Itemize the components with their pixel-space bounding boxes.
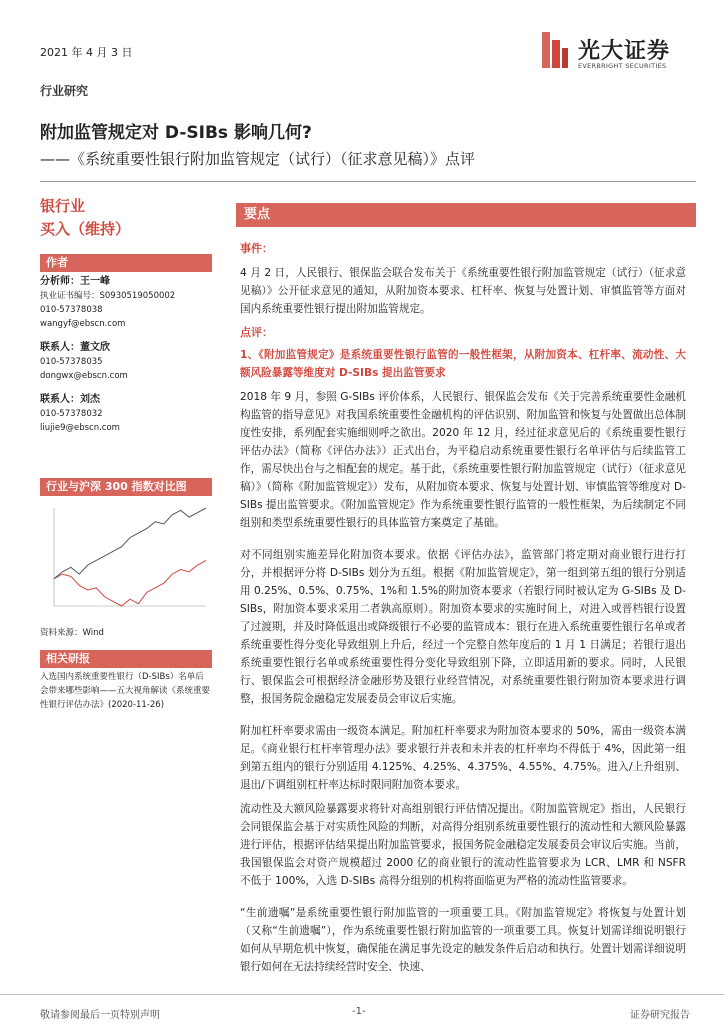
report-subtitle: ——《系统重要性银行附加监管规定（试行）（征求意见稿）》点评: [40, 150, 476, 168]
report-date: 2021 年 4 月 3 日: [40, 46, 133, 59]
contact1-email[interactable]: dongwx@ebscn.com: [40, 371, 128, 381]
chart-series-1: [54, 560, 206, 606]
analyst-cert: 执业证书编号：S0930519050002: [40, 291, 176, 301]
footer-report-type: 证券研究报告: [630, 1010, 690, 1021]
logo-mark-icon: [540, 30, 570, 70]
comment-label: 点评：: [240, 326, 273, 339]
logo-text-en: EVERBRIGHT SECURITIES: [578, 62, 667, 70]
point3-text: 附加杠杆率要求需由一级资本满足。附加杠杆率要求为附加资本要求的 50%，需由一级资本满足。《商业银行杠杆率管理办法》要求银行并表和未并表的杠杆率均不得低于 4%，因此第一组到第五组内的银行分别适用 4.125%、4.25%、4.375%、4.55%、4.75%。进入/上升组别、退出/下调组别杠杆率达标时限同附加资本要求。: [240, 725, 686, 791]
header-divider: [40, 181, 696, 182]
event-label: 事件：: [240, 242, 273, 255]
report-title: 附加监管规定对 D-SIBs 影响几何?: [40, 123, 312, 143]
summary-header: 要点: [236, 203, 696, 227]
event-text: 4 月 2 日，人民银行、银保监会联合发布关于《系统重要性银行附加监管规定（试行）（征求意见稿）》公开征求意见的通知，从附加资本要求、杠杆率、恢复与处置计划、审慎监管等方面对国内系统重要性银行提出附加监管规定。: [240, 267, 686, 315]
logo-text-cn: 光大证券: [578, 39, 671, 64]
contact2-phone: 010-57378032: [40, 409, 103, 419]
report-category: 行业研究: [40, 84, 89, 98]
rating: 买入（维持）: [40, 220, 131, 238]
point2-text: 对不同组别实施差异化附加资本要求。依据《评估办法》，监管部门将定期对商业银行进行打分，并根据评分将 D-SIBs 划分为五组。根据《附加监管规定》，第一组到第五组的银行分别适用 0.25%、0.5%、0.75%、1%和 1.5%的附加资本要求（若银行同时被认定为 G-SIBs 及 D-SIBs，附加资本要求采用二者孰高原则）。附加资本要求的实施时间上，对进入或晋档银行设置了过渡期，并及时降低退出或降级银行不必要的监管成本：银行在进入系统重要性银行名单或者系统重要性得分变化导致组别上升后，经过一个完整自然年度后的 1 月 1 日满足；若银行退出系统重要性银行名单或系统重要性得分变化导致组别下降，立即适用新的要求。同时，人民银行、银保监会可根据经济金融形势及银行业经营情况，对系统重要性银行附加资本要求进行调整，报国务院金融稳定发展委员会审议后实施。: [240, 549, 686, 705]
analyst-phone: 010-57378038: [40, 305, 103, 315]
chart-header: 行业与沪深 300 指数对比图: [40, 478, 212, 496]
related-report[interactable]: 入选国内系统重要性银行（D-SIBs）名单后会带来哪些影响——五大视角解读《系统重要性银行评估办法》(2020-11-26): [40, 672, 211, 710]
point1-text: 2018 年 9 月，参照 G-SIBs 评价体系，人民银行、银保监会发布《关于完善系统重要性金融机构监管的指导意见》对我国系统重要性金融机构的评估识别、附加监管和恢复与处置做出总体制度性安排，系列配套实施细则呼之欲出。2020 年 12 月，经过征求意见后的《系统重要性银行评估办法》（简称《评估办法》）正式出台，为平稳启动系统重要性银行名单评估与后续监管工作，需尽快出台与之相配套的规定。基于此，《系统重要性银行附加监管规定（试行）（征求意见稿）》（简称《附加监管规定》）发布，从附加资本要求、恢复与处置计划、审慎监管等维度对 D-SIBs 提出监管要求。《附加监管规定》作为系统重要性银行监管的一般性框架，为后续制定不同组别和类型系统重要性银行的具体监管方案奠定了基础。: [240, 391, 686, 529]
analyst-email[interactable]: wangyf@ebscn.com: [40, 319, 126, 329]
contact2-name: 联系人：刘杰: [40, 394, 100, 405]
point5-text: “生前遗嘱”是系统重要性银行附加监管的一项重要工具。《附加监管规定》将恢复与处置计划（又称“生前遗嘱”），作为系统重要性银行附加监管的一项重要工具。恢复计划需详细说明银行如何从早期危机中恢复，确保能在满足事先设定的触发条件后启动和执行。处置计划需详细说明银行如何在无法持续经营时安全、快速、: [240, 907, 686, 973]
point1-title: 1、《附加监管规定》是系统重要性银行监管的一般性框架，从附加资本、杠杆率、流动性、大额风险暴露等维度对 D-SIBs 提出监管要求: [240, 349, 686, 379]
page-number: -1-: [352, 1006, 366, 1017]
index-comparison-chart: [40, 500, 212, 620]
footer-divider: [0, 994, 724, 995]
industry-name: 银行业: [40, 197, 86, 215]
authors-header: 作者: [40, 254, 212, 272]
contact2-email[interactable]: liujie9@ebscn.com: [40, 423, 120, 433]
contact1-phone: 010-57378035: [40, 357, 103, 367]
authors-block: [40, 275, 212, 435]
chart-source: 资料来源：Wind: [40, 628, 104, 638]
related-header: 相关研报: [40, 650, 212, 668]
brand-logo: [540, 30, 700, 76]
footer-disclaimer: 敬请参阅最后一页特别声明: [40, 1010, 160, 1021]
contact1-name: 联系人：董文欣: [40, 342, 110, 353]
point4-text: 流动性及大额风险暴露要求将针对高组别银行评估情况提出。《附加监管规定》指出，人民银行会同银保监会基于对实质性风险的判断，对高得分组别系统重要性银行的流动性和大额风险暴露进行评估，根据评估结果提出附加监管要求，报国务院金融稳定发展委员会审议后实施。当前，我国银保监会对资产规模超过 2000 亿的商业银行的流动性监管要求为 LCR、LMR 和 NSFR 不低于 100%，入选 D-SIBs 高得分组别的机构将面临更为严格的流动性监管要求。: [240, 803, 686, 887]
analyst-name: 分析师：王一峰: [40, 276, 110, 287]
chart-series-2: [54, 508, 206, 579]
